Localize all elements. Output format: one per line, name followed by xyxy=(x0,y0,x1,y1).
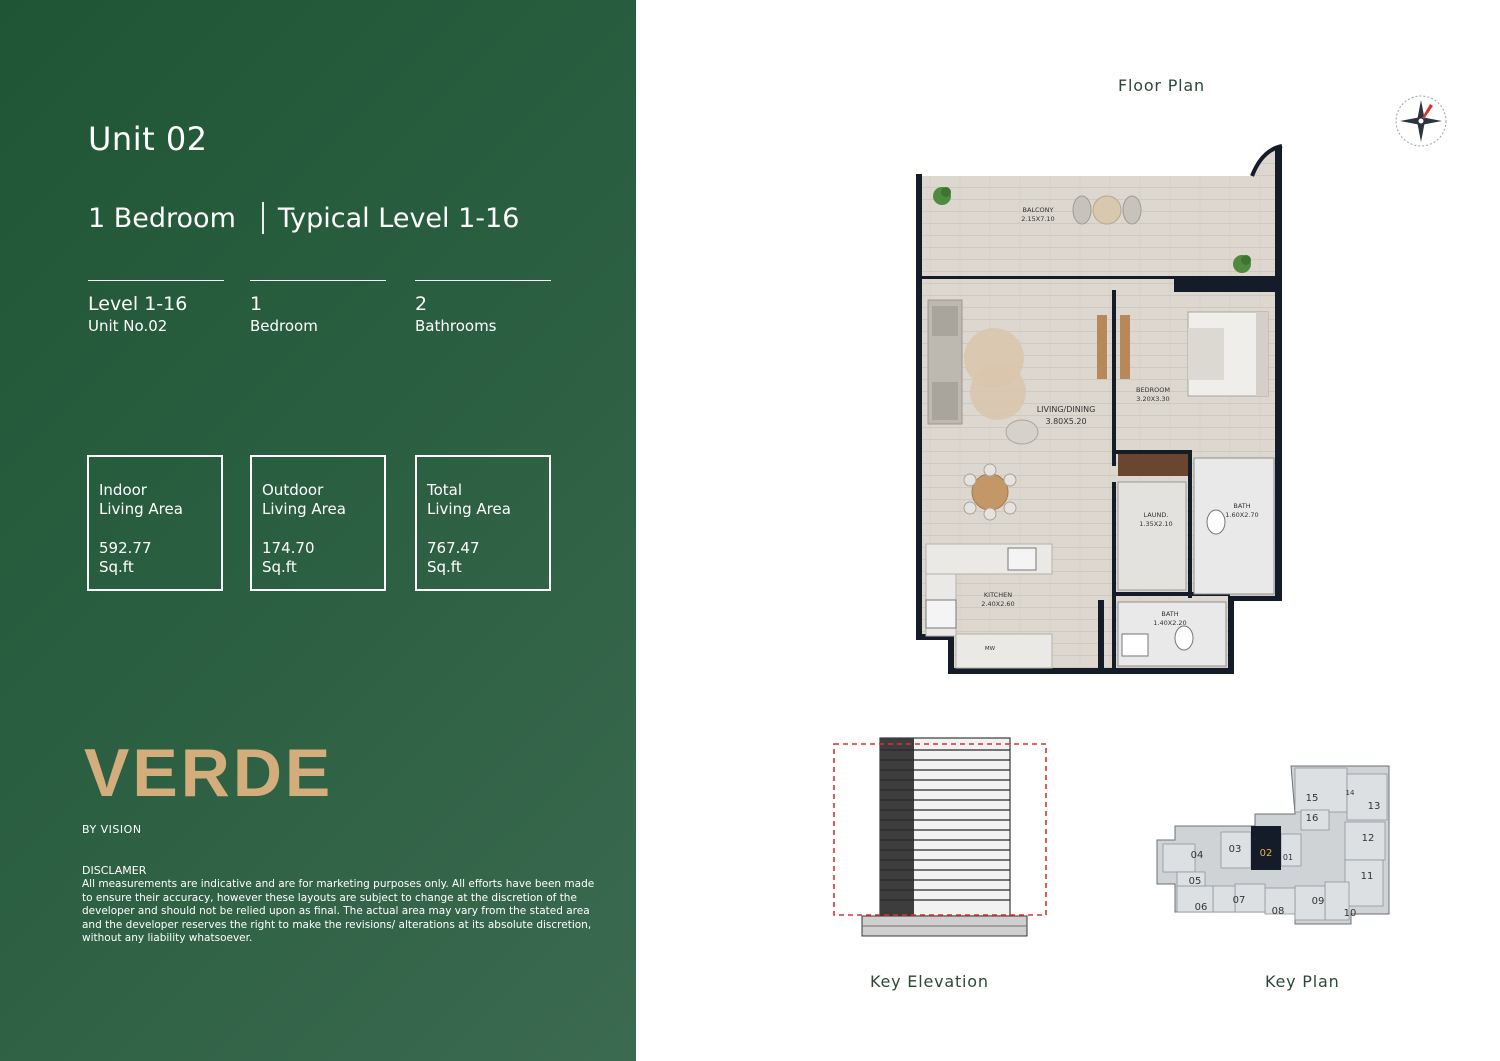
stat-bathrooms-value: 2 xyxy=(415,293,428,315)
unit-subtitle xyxy=(88,202,519,234)
total-area-unit: Sq.ft xyxy=(427,558,462,576)
balcony-size: 2.15X7.10 xyxy=(1021,215,1055,223)
key-plan-unit-09: 09 xyxy=(1311,896,1325,907)
key-plan-unit-04: 04 xyxy=(1190,850,1204,861)
subtitle-divider xyxy=(262,202,264,234)
laundry-label: LAUND. xyxy=(1143,511,1169,519)
key-plan-unit-14: 14 xyxy=(1345,789,1355,797)
key-plan-caption: Key Plan xyxy=(1265,972,1340,991)
brand-byline: BY VISION xyxy=(82,823,142,836)
key-elevation-caption: Key Elevation xyxy=(870,972,989,991)
bedroom-label: BEDROOM xyxy=(1136,386,1170,394)
total-area-value: 767.47 xyxy=(427,539,480,557)
key-plan-unit-08: 08 xyxy=(1271,906,1285,917)
tv-unit xyxy=(1120,315,1130,379)
tv-unit xyxy=(1097,315,1107,379)
sofa xyxy=(928,300,962,424)
indoor-area-value: 592.77 xyxy=(99,539,152,557)
stat-level-value: Level 1-16 xyxy=(88,293,188,315)
disclaimer-text: All measurements are indicative and are for marketing purposes only. All efforts have been made to ensure their accuracy, however these layouts are subject to change at the discretion of the developer and should not be relied upon as final. The actual area may vary from the stated area and the developer reserves the right to make the revisions/ alterations at its absolute discretion, without any liability whatsoever. xyxy=(82,878,595,944)
stat-bathrooms xyxy=(415,280,551,335)
living-label: LIVING/DINING xyxy=(1036,405,1096,414)
floor-plan-drawing xyxy=(912,140,1292,676)
stat-level xyxy=(88,280,224,335)
bath1-size: 1.60X2.70 xyxy=(1225,511,1259,519)
outdoor-area-unit: Sq.ft xyxy=(262,558,297,576)
stat-bathrooms-label: Bathrooms xyxy=(415,317,497,335)
key-elevation-drawing xyxy=(832,730,1050,940)
outdoor-area-label-1: Outdoor xyxy=(262,481,324,499)
key-plan-unit-07: 07 xyxy=(1232,895,1246,906)
stat-level-label: Unit No.02 xyxy=(88,317,168,335)
key-plan-unit-06: 06 xyxy=(1194,902,1208,913)
level-type: Typical Level 1-16 xyxy=(277,202,520,234)
bath1-floor xyxy=(1194,458,1274,594)
bedroom-size: 3.20X3.30 xyxy=(1136,395,1170,403)
microwave-label: MW xyxy=(984,646,996,652)
outdoor-area-box xyxy=(250,455,386,591)
total-area-label-1: Total xyxy=(427,481,463,499)
stat-bedrooms-value: 1 xyxy=(250,293,263,315)
wardrobe xyxy=(1118,454,1188,476)
outdoor-area-value: 174.70 xyxy=(262,539,315,557)
kitchen-size: 2.40X2.60 xyxy=(981,600,1015,608)
total-area-label-2: Living Area xyxy=(427,500,511,518)
bath1-label: BATH xyxy=(1233,502,1251,510)
stat-bedrooms-label: Bedroom xyxy=(250,317,318,335)
indoor-area-unit: Sq.ft xyxy=(99,558,134,576)
plant-icon xyxy=(933,187,951,205)
key-plan-unit-03: 03 xyxy=(1228,844,1242,855)
bath2-size: 1.40X2.20 xyxy=(1153,619,1187,627)
toilet-icon xyxy=(1175,626,1193,650)
key-plan-unit-15: 15 xyxy=(1305,793,1319,804)
key-plan-unit-11: 11 xyxy=(1360,871,1374,882)
indoor-area-label-2: Living Area xyxy=(99,500,183,518)
disclaimer-title: DISCLAMER xyxy=(82,864,147,877)
bed xyxy=(1188,312,1268,396)
round-rug xyxy=(970,364,1026,420)
laundry-floor xyxy=(1118,482,1186,590)
key-plan-unit-12: 12 xyxy=(1361,833,1375,844)
armchair xyxy=(1006,420,1038,444)
floor-plan-caption: Floor Plan xyxy=(1118,76,1205,95)
key-plan-unit-16: 16 xyxy=(1305,813,1319,824)
stat-bedrooms xyxy=(250,280,386,335)
unit-title: Unit 02 xyxy=(88,120,208,158)
indoor-area-label-1: Indoor xyxy=(99,481,147,499)
verde-logo: VERDE xyxy=(84,735,334,811)
indoor-area-box xyxy=(87,455,223,591)
washbasin-icon xyxy=(1122,634,1148,656)
key-plan-drawing xyxy=(1155,762,1395,932)
total-area-box xyxy=(415,455,551,591)
tower-facade xyxy=(862,738,1027,936)
balcony-table xyxy=(1073,196,1141,224)
key-plan-unit-01: 01 xyxy=(1282,853,1294,862)
kitchen-label: KITCHEN xyxy=(983,591,1013,599)
living-size: 3.80X5.20 xyxy=(1045,417,1087,426)
bedroom-type: 1 Bedroom xyxy=(88,202,236,234)
key-plan-unit-05: 05 xyxy=(1188,876,1202,887)
info-panel xyxy=(0,0,636,1061)
key-plan-unit-10: 10 xyxy=(1343,908,1357,919)
laundry-size: 1.35X2.10 xyxy=(1139,520,1173,528)
bath2-label: BATH xyxy=(1161,610,1179,618)
outdoor-area-label-2: Living Area xyxy=(262,500,346,518)
compass-icon xyxy=(1392,92,1450,150)
key-plan-unit-13: 13 xyxy=(1367,801,1381,812)
toilet-icon xyxy=(1207,510,1225,534)
key-plan-unit-02: 02 xyxy=(1259,848,1273,859)
balcony-label: BALCONY xyxy=(1022,206,1054,214)
plant-icon xyxy=(1233,255,1251,273)
